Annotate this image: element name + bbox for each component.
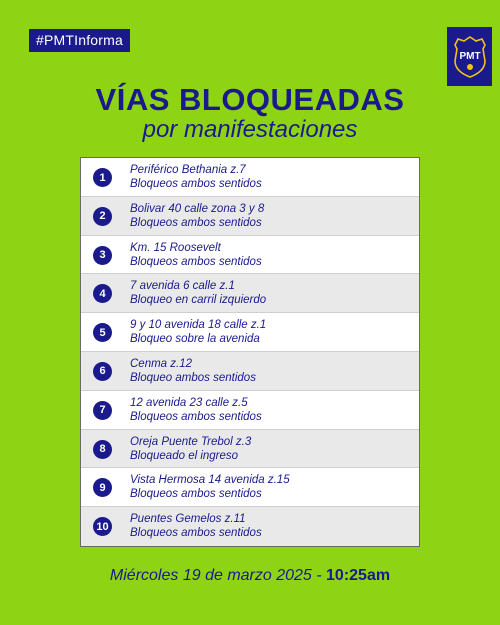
- road-name: Oreja Puente Trebol z.3: [130, 435, 252, 448]
- block-status: Bloqueos ambos sentidos: [130, 255, 262, 268]
- list-item: [81, 391, 419, 430]
- list-item: [81, 507, 419, 546]
- logo-text: PMT: [458, 50, 481, 62]
- item-number: 7: [93, 401, 112, 420]
- list-item: [81, 313, 419, 352]
- block-status: Bloqueos ambos sentidos: [130, 527, 262, 540]
- list-item: [81, 468, 419, 507]
- page-subtitle: por manifestaciones: [142, 116, 358, 143]
- list-item: [81, 274, 419, 313]
- item-number: 10: [93, 517, 112, 536]
- block-status: Bloqueos ambos sentidos: [130, 216, 262, 229]
- blocked-roads-list: [80, 157, 420, 547]
- list-item: [81, 352, 419, 391]
- road-name: 7 avenida 6 calle z.1: [130, 280, 235, 293]
- item-number: 8: [93, 440, 112, 459]
- item-number: 3: [93, 246, 112, 265]
- road-name: 12 avenida 23 calle z.5: [130, 396, 248, 409]
- block-status: Bloqueos ambos sentidos: [130, 178, 262, 190]
- list-item: [81, 236, 419, 275]
- list-item: [81, 430, 419, 469]
- list-item: [81, 158, 419, 197]
- footer-date: Miércoles 19 de marzo 2025 -: [109, 567, 327, 584]
- item-number: 1: [93, 168, 112, 187]
- road-name: 9 y 10 avenida 18 calle z.1: [130, 319, 267, 332]
- pmt-badge-icon: [452, 35, 488, 79]
- road-name: Vista Hermosa 14 avenida z.15: [130, 474, 290, 487]
- block-status: Bloqueado el ingreso: [130, 449, 239, 462]
- item-number: 4: [93, 284, 112, 303]
- road-name: Periférico Bethania z.7: [130, 164, 246, 176]
- list-item: [81, 197, 419, 236]
- block-status: Bloqueo sobre la avenida: [130, 333, 260, 346]
- road-name: Cenma z.12: [130, 357, 193, 370]
- item-number: 6: [93, 362, 112, 381]
- block-status: Bloqueo ambos sentidos: [130, 371, 256, 384]
- block-status: Bloqueos ambos sentidos: [130, 488, 262, 501]
- item-number: 5: [93, 323, 112, 342]
- road-name: Km. 15 Roosevelt: [130, 241, 221, 254]
- block-status: Bloqueos ambos sentidos: [130, 410, 262, 423]
- footer-time: 10:25am: [326, 567, 391, 584]
- footer-timestamp: [0, 567, 500, 585]
- page-title: VÍAS BLOQUEADAS: [95, 82, 405, 117]
- road-name: Puentes Gemelos z.11: [130, 513, 246, 526]
- road-name: Bolivar 40 calle zona 3 y 8: [130, 202, 265, 215]
- block-status: Bloqueo en carril izquierdo: [130, 294, 267, 307]
- item-number: 9: [93, 478, 112, 497]
- item-number: 2: [93, 207, 112, 226]
- pmt-logo: [447, 27, 492, 86]
- hashtag-badge: #PMTInforma: [29, 29, 130, 52]
